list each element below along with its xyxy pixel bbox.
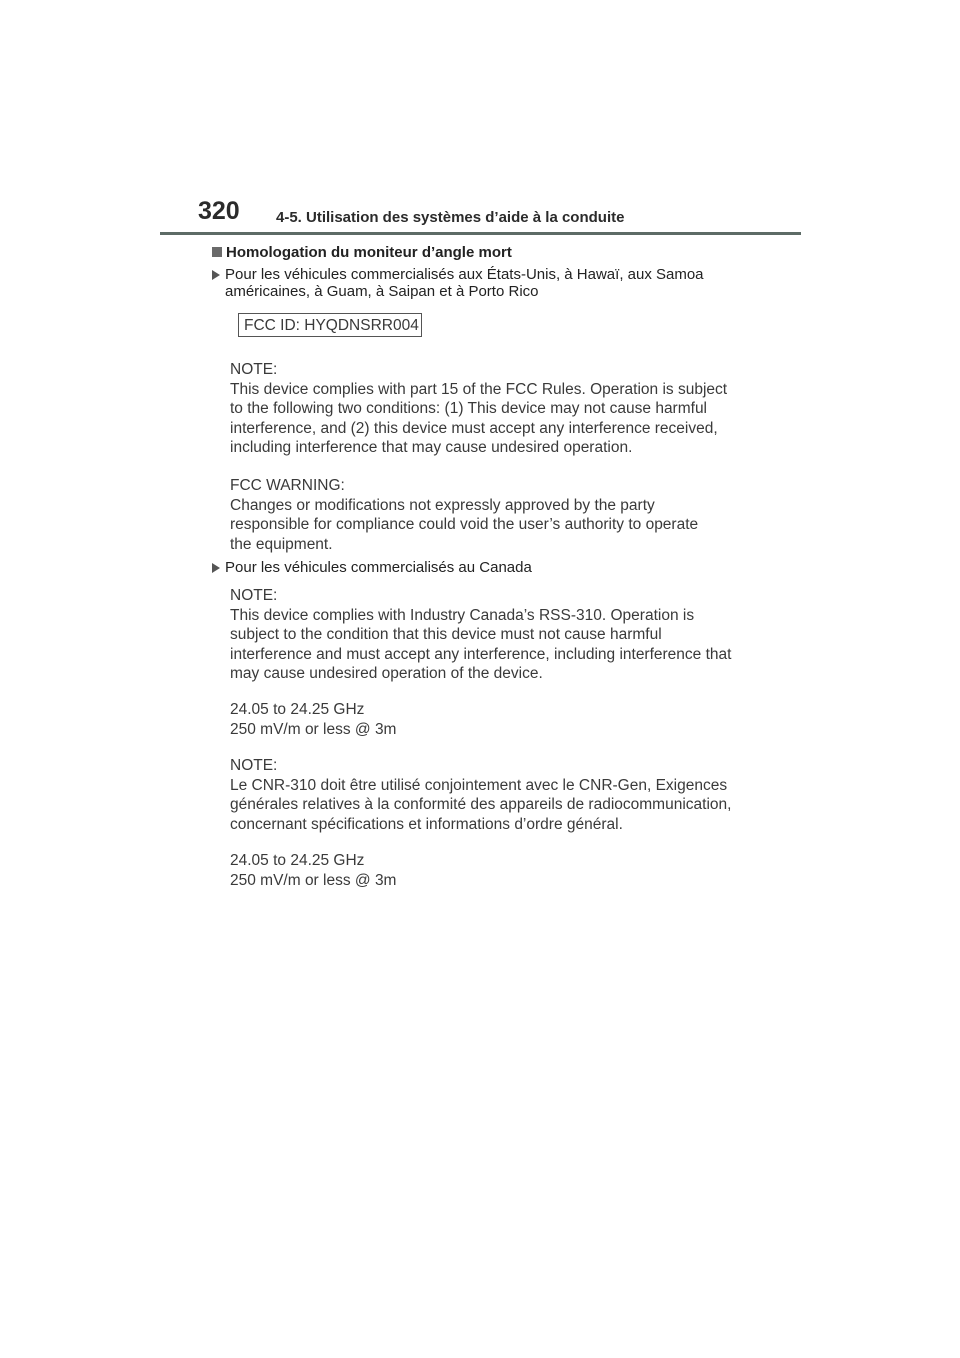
canada-note-line: may cause undesired operation of the device.	[230, 665, 543, 682]
us-note-line: interference, and (2) this device must accept any interference received,	[230, 419, 718, 437]
us-note-line: This device complies with part 15 of the FCC Rules. Operation is subject	[230, 380, 728, 398]
triangle-bullet-icon	[212, 563, 220, 573]
chapter-title: 4-5. Utilisation des systèmes d’aide à la conduite	[276, 209, 625, 226]
canada-note-line: Le CNR-310 doit être utilisé conjointement avec le CNR-Gen, Exigences	[230, 776, 728, 794]
triangle-bullet-icon	[212, 270, 220, 280]
frequency-range: 24.05 to 24.25 GHz	[230, 701, 365, 718]
square-bullet-icon	[212, 247, 222, 257]
canada-note-2	[230, 756, 731, 834]
page-number: 320	[198, 197, 240, 225]
field-strength: 250 mV/m or less @ 3m	[230, 871, 397, 889]
canada-note-label: NOTE:	[230, 757, 278, 774]
field-strength: 250 mV/m or less @ 3m	[230, 720, 397, 738]
section-title	[212, 244, 512, 261]
us-warning	[230, 476, 698, 554]
us-note-label: NOTE:	[230, 361, 278, 378]
section-title-text: Homologation du moniteur d’angle mort	[226, 244, 512, 261]
bullet-us	[212, 266, 772, 300]
us-warning-line: responsible for compliance could void the user’s authority to operate	[230, 516, 699, 533]
canada-spec-2	[230, 851, 396, 890]
page-header	[0, 0, 960, 240]
canada-note-1	[230, 586, 731, 684]
canada-note-label: NOTE:	[230, 587, 278, 604]
us-warning-label: FCC WARNING:	[230, 477, 345, 494]
canada-note-line: concernant spécifications et informations d’ordre général.	[230, 815, 623, 833]
us-note	[230, 360, 727, 458]
canada-note-line: This device complies with Industry Canada’s RSS-310. Operation is	[230, 606, 695, 624]
frequency-range: 24.05 to 24.25 GHz	[230, 852, 365, 869]
us-warning-line: the equipment.	[230, 535, 333, 553]
header-divider	[160, 232, 801, 235]
bullet-canada	[212, 559, 772, 576]
canada-note-line: générales relatives à la conformité des appareils de radiocommunication,	[230, 796, 732, 813]
fcc-id-box: FCC ID: HYQDNSRR004	[238, 313, 422, 337]
canada-note-line: interference and must accept any interference, including interference that	[230, 645, 732, 663]
us-warning-line: Changes or modifications not expressly approved by the party	[230, 496, 655, 514]
us-note-line: including interference that may cause undesired operation.	[230, 439, 633, 456]
us-note-line: to the following two conditions: (1) This device may not cause harmful	[230, 400, 708, 417]
bullet-us-text: Pour les véhicules commercialisés aux États-Unis, à Hawaï, aux Samoa américaines, à Guam, à Saipan et à Porto Rico	[225, 266, 704, 300]
bullet-canada-text: Pour les véhicules commercialisés au Canada	[225, 559, 532, 576]
canada-note-line: subject to the condition that this device must not cause harmful	[230, 626, 662, 643]
canada-spec-1	[230, 700, 396, 739]
